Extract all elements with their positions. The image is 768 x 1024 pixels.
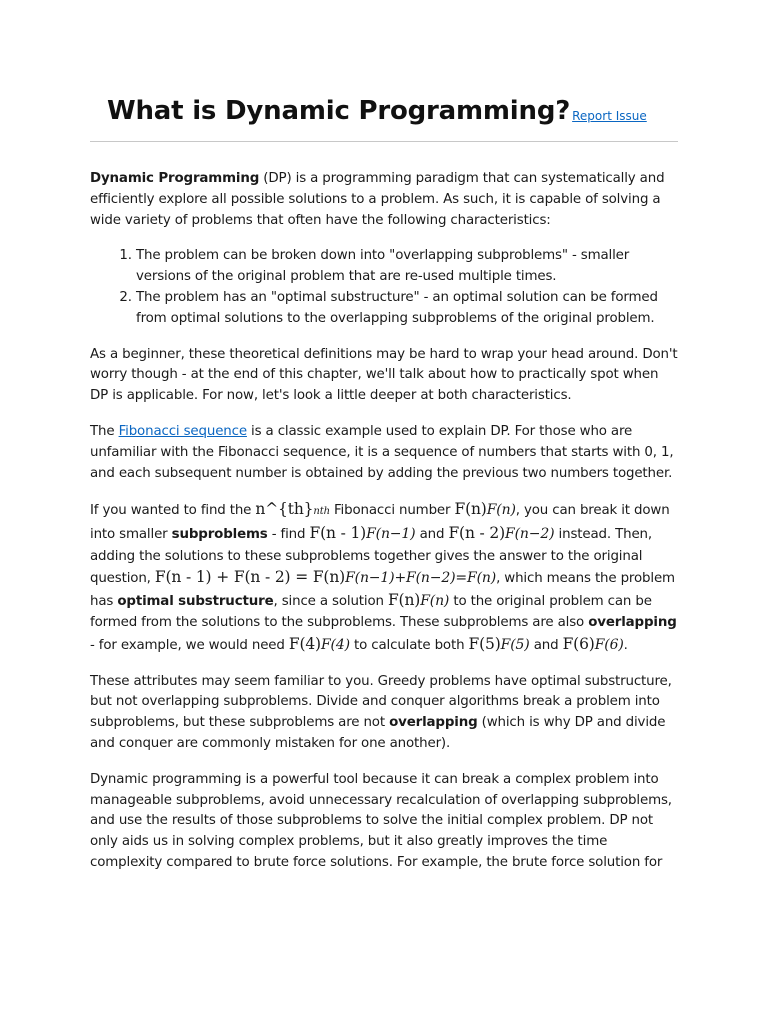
title-divider [90,141,678,142]
math-source: F(5) [468,634,501,653]
math-rendered: F(n) [420,592,450,609]
attributes-text: (which is why DP and divide and conquer are commonly mistaken for one another). [90,715,666,751]
math-paragraph [90,499,678,656]
math-text: , which means the problem has [90,571,675,609]
fibonacci-sequence-link[interactable]: Fibonacci sequence [118,423,247,439]
math-text: instead. Then, adding the solutions to these subproblems together gives the answer to the original question, [90,526,652,587]
fibonacci-text: is a classic example used to explain DP. For those who are unfamiliar with the Fibonacci sequence, it is a sequence of numbers that starts with 0, 1, and each subsequent number is obtained by adding the previous two numbers together. [90,423,674,481]
math-source: F(n - 1) + F(n - 2) = F(n) [154,568,346,587]
math-text: and [415,526,449,542]
article-body [90,169,678,889]
list-item: 1. The problem can be broken down into "overlapping subproblems" - smaller versions of the original problem that are re-used multiple times. [136,246,678,288]
math-text: If you wanted to find the [90,503,256,519]
attributes-paragraph [90,672,678,755]
math-rendered: F(n−2) [505,525,555,542]
math-text: . [623,637,628,653]
math-rendered: F(n−1) [366,525,416,542]
beginner-paragraph: As a beginner, these theoretical definitions may be hard to wrap your head around. Don't worry though - at the end of this chapter, we'll talk about how to practically spot when DP is applicable. For now, let's look a little deeper at both characteristics. [90,346,678,404]
math-source: F(n) [387,590,421,609]
math-text: , you can break it down into smaller [90,503,670,542]
math-text: to the original problem can be formed from the solutions to the subproblems. These subproblems are also [90,593,652,631]
fibonacci-paragraph [90,422,678,484]
report-issue-link[interactable]: Report Issue [572,109,647,123]
list-item: 2. The problem has an "optimal substructure" - an optimal solution can be formed from optimal solutions to the overlapping subproblems of the original problem. [136,288,678,330]
math-source: F(4) [288,634,321,653]
intro-paragraph [90,169,678,231]
math-text: - find [267,526,310,542]
math-rendered: F(4) [320,636,350,653]
math-text: - for example, we would need [90,637,289,653]
math-source: n^{th} [255,500,314,519]
term-overlapping: overlapping [588,615,677,631]
math-rendered: F(5) [500,636,530,653]
math-text: , since a solution [273,593,388,609]
intro-text: (DP) is a programming paradigm that can systematically and efficiently explore all possible solutions to a problem. As such, it is capable of solving a wide variety of problems that often have the following characteristics: [90,171,665,228]
math-text: and [529,637,563,653]
term-optimal-substructure: optimal substructure [117,593,274,609]
powerful-paragraph: Dynamic programming is a powerful tool because it can break a complex problem into manageable subproblems, avoid unnecessary recalculation of overlapping subproblems, and use the results of those subproblems to solve the initial complex problem. DP not only aids us in solving complex problems, but it also greatly improves the time complexity compared to brute force solutions. For example, the brute force solution for [90,771,672,870]
math-rendered: F(n) [486,502,516,519]
math-text: Fibonacci number [329,503,455,519]
math-rendered: F(n−1)+F(n−2)=F(n) [345,570,497,587]
math-source: F(n) [454,500,487,519]
math-rendered: nth [313,506,330,518]
fibonacci-prefix: The [90,423,119,439]
math-source: F(n - 1) [309,523,367,542]
term-overlapping: overlapping [389,715,478,731]
title-row [107,96,647,126]
attributes-text: These attributes may seem familiar to you. Greedy problems have optimal substructure, but not overlapping subproblems. Divide and conquer algorithms break a problem into subproblems, but these subproblems are not [90,673,672,731]
math-source: F(n - 2) [448,523,506,542]
page-title: What is Dynamic Programming? [107,96,571,126]
math-source: F(6) [562,634,595,653]
math-rendered: F(6) [594,636,624,653]
characteristics-list [90,246,678,329]
intro-term: Dynamic Programming [90,171,260,186]
term-subproblems: subproblems [171,526,268,542]
math-text: to calculate both [349,637,469,653]
